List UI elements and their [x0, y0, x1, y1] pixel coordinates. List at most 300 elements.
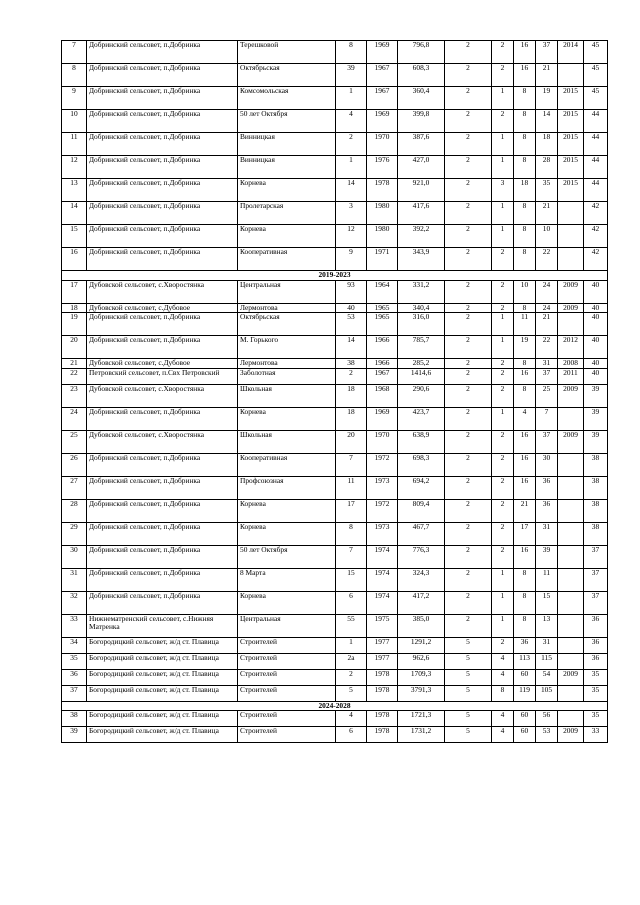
wear-percent-cell: 44 [584, 110, 608, 133]
wear-percent-cell: 44 [584, 133, 608, 156]
wear-percent-cell: 35 [584, 685, 608, 701]
entrances-cell: 2 [492, 64, 514, 87]
house-number-cell: 3 [336, 202, 367, 225]
residents-cell: 28 [536, 156, 558, 179]
locality-cell: Богородицкий сельсовет, ж/д ст. Плавица [87, 669, 238, 685]
residents-cell: 7 [536, 407, 558, 430]
street-cell: Винницкая [238, 156, 336, 179]
street-cell: Корнева [238, 225, 336, 248]
floors-cell: 2 [445, 64, 492, 87]
locality-cell: Дубовской сельсовет, с.Хворостянка [87, 384, 238, 407]
house-number-cell: 6 [336, 591, 367, 614]
house-number-cell: 93 [336, 280, 367, 303]
area-cell: 399,8 [398, 110, 445, 133]
repair-year-cell: 2015 [558, 179, 584, 202]
year-cell: 1969 [367, 110, 398, 133]
locality-cell: Добринский сельсовет, п.Добринка [87, 179, 238, 202]
row-number: 25 [62, 430, 87, 453]
flats-cell: 16 [514, 453, 536, 476]
locality-cell: Богородицкий сельсовет, ж/д ст. Плавица [87, 711, 238, 727]
period-row [62, 701, 608, 711]
street-cell: Школьная [238, 384, 336, 407]
floors-cell: 2 [445, 110, 492, 133]
entrances-cell: 1 [492, 87, 514, 110]
table-row [62, 476, 608, 499]
wear-percent-cell: 37 [584, 568, 608, 591]
floors-cell: 2 [445, 41, 492, 64]
residents-cell: 10 [536, 225, 558, 248]
street-cell: Лермонтова [238, 359, 336, 369]
flats-cell: 113 [514, 653, 536, 669]
locality-cell: Добринский сельсовет, п.Добринка [87, 110, 238, 133]
area-cell: 417,2 [398, 591, 445, 614]
year-cell: 1977 [367, 653, 398, 669]
residents-cell: 30 [536, 453, 558, 476]
house-number-cell: 15 [336, 568, 367, 591]
area-cell: 809,4 [398, 499, 445, 522]
flats-cell: 19 [514, 336, 536, 359]
repair-year-cell [558, 313, 584, 336]
flats-cell: 36 [514, 637, 536, 653]
residents-cell: 35 [536, 179, 558, 202]
entrances-cell: 2 [492, 545, 514, 568]
flats-cell: 16 [514, 368, 536, 384]
area-cell: 962,6 [398, 653, 445, 669]
locality-cell: Дубовской сельсовет, с.Хворостянка [87, 430, 238, 453]
repair-year-cell [558, 476, 584, 499]
wear-percent-cell: 38 [584, 476, 608, 499]
area-cell: 3791,3 [398, 685, 445, 701]
street-cell: М. Горького [238, 336, 336, 359]
locality-cell: Добринский сельсовет, п.Добринка [87, 336, 238, 359]
street-cell: Кооперативная [238, 248, 336, 271]
flats-cell: 16 [514, 64, 536, 87]
wear-percent-cell: 33 [584, 727, 608, 743]
table-row [62, 280, 608, 303]
residents-cell: 21 [536, 202, 558, 225]
row-number: 15 [62, 225, 87, 248]
table-row [62, 179, 608, 202]
street-cell: Корнева [238, 591, 336, 614]
repair-year-cell: 2011 [558, 368, 584, 384]
year-cell: 1965 [367, 313, 398, 336]
residents-cell: 11 [536, 568, 558, 591]
house-number-cell: 8 [336, 41, 367, 64]
flats-cell: 119 [514, 685, 536, 701]
residents-cell: 37 [536, 368, 558, 384]
entrances-cell: 4 [492, 653, 514, 669]
street-cell: 50 лет Октября [238, 110, 336, 133]
table-row [62, 202, 608, 225]
residents-cell: 56 [536, 711, 558, 727]
entrances-cell: 1 [492, 313, 514, 336]
year-cell: 1977 [367, 637, 398, 653]
house-number-cell: 2 [336, 368, 367, 384]
street-cell: Комсомольская [238, 87, 336, 110]
repair-year-cell [558, 711, 584, 727]
area-cell: 385,0 [398, 614, 445, 637]
entrances-cell: 4 [492, 727, 514, 743]
row-number: 38 [62, 711, 87, 727]
street-cell: Строителей [238, 685, 336, 701]
repair-year-cell: 2009 [558, 384, 584, 407]
locality-cell: Добринский сельсовет, п.Добринка [87, 453, 238, 476]
street-cell: Центральная [238, 280, 336, 303]
entrances-cell: 4 [492, 711, 514, 727]
area-cell: 417,6 [398, 202, 445, 225]
floors-cell: 5 [445, 653, 492, 669]
street-cell: Корнева [238, 522, 336, 545]
house-number-cell: 55 [336, 614, 367, 637]
locality-cell: Добринский сельсовет, п.Добринка [87, 407, 238, 430]
residents-cell: 105 [536, 685, 558, 701]
row-number: 14 [62, 202, 87, 225]
locality-cell: Богородицкий сельсовет, ж/д ст. Плавица [87, 727, 238, 743]
street-cell: Корнева [238, 179, 336, 202]
year-cell: 1973 [367, 522, 398, 545]
street-cell: Пролетарская [238, 202, 336, 225]
residents-cell: 36 [536, 499, 558, 522]
area-cell: 387,6 [398, 133, 445, 156]
wear-percent-cell: 44 [584, 156, 608, 179]
entrances-cell: 3 [492, 179, 514, 202]
floors-cell: 2 [445, 280, 492, 303]
street-cell: Кооперативная [238, 453, 336, 476]
table-row [62, 384, 608, 407]
repair-year-cell [558, 568, 584, 591]
flats-cell: 8 [514, 568, 536, 591]
table-row [62, 64, 608, 87]
flats-cell: 8 [514, 591, 536, 614]
period-label: 2019-2023 [62, 271, 608, 281]
entrances-cell: 1 [492, 614, 514, 637]
row-number: 27 [62, 476, 87, 499]
repair-year-cell: 2014 [558, 41, 584, 64]
area-cell: 1709,3 [398, 669, 445, 685]
flats-cell: 8 [514, 359, 536, 369]
year-cell: 1980 [367, 202, 398, 225]
row-number: 19 [62, 313, 87, 336]
area-cell: 290,6 [398, 384, 445, 407]
year-cell: 1974 [367, 591, 398, 614]
table-row [62, 499, 608, 522]
repair-year-cell [558, 453, 584, 476]
table-row [62, 669, 608, 685]
area-cell: 423,7 [398, 407, 445, 430]
repair-year-cell: 2009 [558, 727, 584, 743]
floors-cell: 2 [445, 407, 492, 430]
flats-cell: 16 [514, 545, 536, 568]
street-cell: Винницкая [238, 133, 336, 156]
residents-cell: 39 [536, 545, 558, 568]
house-number-cell: 8 [336, 522, 367, 545]
area-cell: 776,3 [398, 545, 445, 568]
row-number: 13 [62, 179, 87, 202]
floors-cell: 2 [445, 499, 492, 522]
wear-percent-cell: 36 [584, 614, 608, 637]
house-number-cell: 6 [336, 727, 367, 743]
wear-percent-cell: 42 [584, 248, 608, 271]
year-cell: 1978 [367, 669, 398, 685]
entrances-cell: 2 [492, 637, 514, 653]
locality-cell: Богородицкий сельсовет, ж/д ст. Плавица [87, 637, 238, 653]
entrances-cell: 4 [492, 669, 514, 685]
house-number-cell: 14 [336, 179, 367, 202]
locality-cell: Богородицкий сельсовет, ж/д ст. Плавица [87, 685, 238, 701]
repair-year-cell: 2008 [558, 359, 584, 369]
residents-cell: 22 [536, 336, 558, 359]
table-row [62, 156, 608, 179]
row-number: 26 [62, 453, 87, 476]
wear-percent-cell: 40 [584, 303, 608, 313]
wear-percent-cell: 44 [584, 179, 608, 202]
repair-year-cell [558, 685, 584, 701]
residents-cell: 22 [536, 248, 558, 271]
repair-year-cell: 2009 [558, 280, 584, 303]
floors-cell: 2 [445, 87, 492, 110]
year-cell: 1978 [367, 711, 398, 727]
repair-year-cell [558, 653, 584, 669]
floors-cell: 5 [445, 669, 492, 685]
residents-cell: 37 [536, 430, 558, 453]
floors-cell: 2 [445, 568, 492, 591]
locality-cell: Дубовской сельсовет, с.Хворостянка [87, 280, 238, 303]
floors-cell: 2 [445, 384, 492, 407]
entrances-cell: 2 [492, 522, 514, 545]
residents-cell: 14 [536, 110, 558, 133]
year-cell: 1964 [367, 280, 398, 303]
table-row [62, 41, 608, 64]
year-cell: 1980 [367, 225, 398, 248]
wear-percent-cell: 42 [584, 202, 608, 225]
year-cell: 1978 [367, 179, 398, 202]
table-row [62, 637, 608, 653]
row-number: 33 [62, 614, 87, 637]
row-number: 36 [62, 669, 87, 685]
locality-cell: Добринский сельсовет, п.Добринка [87, 202, 238, 225]
area-cell: 921,0 [398, 179, 445, 202]
wear-percent-cell: 42 [584, 225, 608, 248]
wear-percent-cell: 40 [584, 368, 608, 384]
floors-cell: 2 [445, 614, 492, 637]
year-cell: 1967 [367, 368, 398, 384]
area-cell: 331,2 [398, 280, 445, 303]
house-number-cell: 18 [336, 407, 367, 430]
floors-cell: 2 [445, 359, 492, 369]
flats-cell: 8 [514, 303, 536, 313]
house-number-cell: 5 [336, 685, 367, 701]
entrances-cell: 1 [492, 156, 514, 179]
floors-cell: 2 [445, 303, 492, 313]
floors-cell: 2 [445, 591, 492, 614]
entrances-cell: 1 [492, 133, 514, 156]
entrances-cell: 1 [492, 202, 514, 225]
house-number-cell: 2 [336, 669, 367, 685]
entrances-cell: 2 [492, 476, 514, 499]
table-row [62, 614, 608, 637]
wear-percent-cell: 38 [584, 522, 608, 545]
entrances-cell: 2 [492, 453, 514, 476]
area-cell: 340,4 [398, 303, 445, 313]
house-number-cell: 17 [336, 499, 367, 522]
locality-cell: Добринский сельсовет, п.Добринка [87, 545, 238, 568]
house-number-cell: 7 [336, 453, 367, 476]
street-cell: 8 Марта [238, 568, 336, 591]
table-row [62, 727, 608, 743]
locality-cell: Нижнематренский сельсовет, с.Нижняя Матренка [87, 614, 238, 637]
table-row [62, 685, 608, 701]
area-cell: 360,4 [398, 87, 445, 110]
locality-cell: Петровский сельсовет, п.Свх Петровский [87, 368, 238, 384]
house-number-cell: 2 [336, 133, 367, 156]
flats-cell: 4 [514, 407, 536, 430]
year-cell: 1976 [367, 156, 398, 179]
floors-cell: 2 [445, 476, 492, 499]
row-number: 8 [62, 64, 87, 87]
year-cell: 1975 [367, 614, 398, 637]
floors-cell: 2 [445, 202, 492, 225]
repair-year-cell: 2015 [558, 156, 584, 179]
residents-cell: 21 [536, 313, 558, 336]
residents-cell: 25 [536, 384, 558, 407]
locality-cell: Добринский сельсовет, п.Добринка [87, 476, 238, 499]
locality-cell: Добринский сельсовет, п.Добринка [87, 225, 238, 248]
residents-cell: 24 [536, 303, 558, 313]
table-row [62, 407, 608, 430]
residents-cell: 54 [536, 669, 558, 685]
row-number: 34 [62, 637, 87, 653]
wear-percent-cell: 40 [584, 359, 608, 369]
locality-cell: Добринский сельсовет, п.Добринка [87, 41, 238, 64]
repair-year-cell: 2015 [558, 133, 584, 156]
floors-cell: 2 [445, 179, 492, 202]
row-number: 16 [62, 248, 87, 271]
area-cell: 427,0 [398, 156, 445, 179]
floors-cell: 2 [445, 545, 492, 568]
year-cell: 1972 [367, 499, 398, 522]
flats-cell: 21 [514, 499, 536, 522]
locality-cell: Добринский сельсовет, п.Добринка [87, 313, 238, 336]
year-cell: 1971 [367, 248, 398, 271]
floors-cell: 2 [445, 248, 492, 271]
street-cell: Корнева [238, 407, 336, 430]
entrances-cell: 2 [492, 248, 514, 271]
wear-percent-cell: 40 [584, 313, 608, 336]
street-cell: Октябрьская [238, 64, 336, 87]
period-row [62, 271, 608, 281]
house-number-cell: 12 [336, 225, 367, 248]
entrances-cell: 8 [492, 685, 514, 701]
residents-cell: 31 [536, 359, 558, 369]
street-cell: Центральная [238, 614, 336, 637]
year-cell: 1973 [367, 476, 398, 499]
year-cell: 1967 [367, 87, 398, 110]
floors-cell: 2 [445, 522, 492, 545]
repair-year-cell: 2009 [558, 303, 584, 313]
area-cell: 392,2 [398, 225, 445, 248]
row-number: 23 [62, 384, 87, 407]
street-cell: Строителей [238, 711, 336, 727]
street-cell: Строителей [238, 727, 336, 743]
table-row [62, 225, 608, 248]
row-number: 39 [62, 727, 87, 743]
period-label: 2024-2028 [62, 701, 608, 711]
street-cell: Строителей [238, 669, 336, 685]
flats-cell: 18 [514, 179, 536, 202]
flats-cell: 8 [514, 156, 536, 179]
entrances-cell: 2 [492, 41, 514, 64]
area-cell: 1731,2 [398, 727, 445, 743]
area-cell: 343,9 [398, 248, 445, 271]
house-number-cell: 1 [336, 87, 367, 110]
row-number: 21 [62, 359, 87, 369]
year-cell: 1965 [367, 303, 398, 313]
wear-percent-cell: 45 [584, 64, 608, 87]
wear-percent-cell: 37 [584, 545, 608, 568]
area-cell: 796,8 [398, 41, 445, 64]
year-cell: 1974 [367, 568, 398, 591]
entrances-cell: 2 [492, 368, 514, 384]
year-cell: 1967 [367, 64, 398, 87]
area-cell: 785,7 [398, 336, 445, 359]
locality-cell: Добринский сельсовет, п.Добринка [87, 248, 238, 271]
wear-percent-cell: 45 [584, 87, 608, 110]
street-cell: Лермонтова [238, 303, 336, 313]
entrances-cell: 1 [492, 591, 514, 614]
flats-cell: 60 [514, 727, 536, 743]
area-cell: 694,2 [398, 476, 445, 499]
entrances-cell: 2 [492, 499, 514, 522]
table-row [62, 87, 608, 110]
house-number-cell: 38 [336, 359, 367, 369]
floors-cell: 2 [445, 368, 492, 384]
repair-year-cell [558, 637, 584, 653]
street-cell: Терешковой [238, 41, 336, 64]
row-number: 7 [62, 41, 87, 64]
table-row [62, 133, 608, 156]
entrances-cell: 2 [492, 430, 514, 453]
row-number: 22 [62, 368, 87, 384]
locality-cell: Добринский сельсовет, п.Добринка [87, 499, 238, 522]
table-row [62, 453, 608, 476]
residents-cell: 115 [536, 653, 558, 669]
locality-cell: Дубовской сельсовет, с.Дубовое [87, 359, 238, 369]
row-number: 31 [62, 568, 87, 591]
wear-percent-cell: 35 [584, 711, 608, 727]
year-cell: 1972 [367, 453, 398, 476]
wear-percent-cell: 39 [584, 430, 608, 453]
floors-cell: 5 [445, 637, 492, 653]
street-cell: Профсоюзная [238, 476, 336, 499]
residents-cell: 53 [536, 727, 558, 743]
year-cell: 1966 [367, 359, 398, 369]
house-number-cell: 7 [336, 545, 367, 568]
row-number: 10 [62, 110, 87, 133]
year-cell: 1978 [367, 727, 398, 743]
flats-cell: 8 [514, 248, 536, 271]
row-number: 11 [62, 133, 87, 156]
year-cell: 1969 [367, 41, 398, 64]
locality-cell: Добринский сельсовет, п.Добринка [87, 568, 238, 591]
house-number-cell: 14 [336, 336, 367, 359]
housing-table-body [62, 41, 608, 743]
row-number: 29 [62, 522, 87, 545]
floors-cell: 2 [445, 453, 492, 476]
street-cell: 50 лет Октября [238, 545, 336, 568]
house-number-cell: 53 [336, 313, 367, 336]
area-cell: 1721,3 [398, 711, 445, 727]
wear-percent-cell: 36 [584, 653, 608, 669]
